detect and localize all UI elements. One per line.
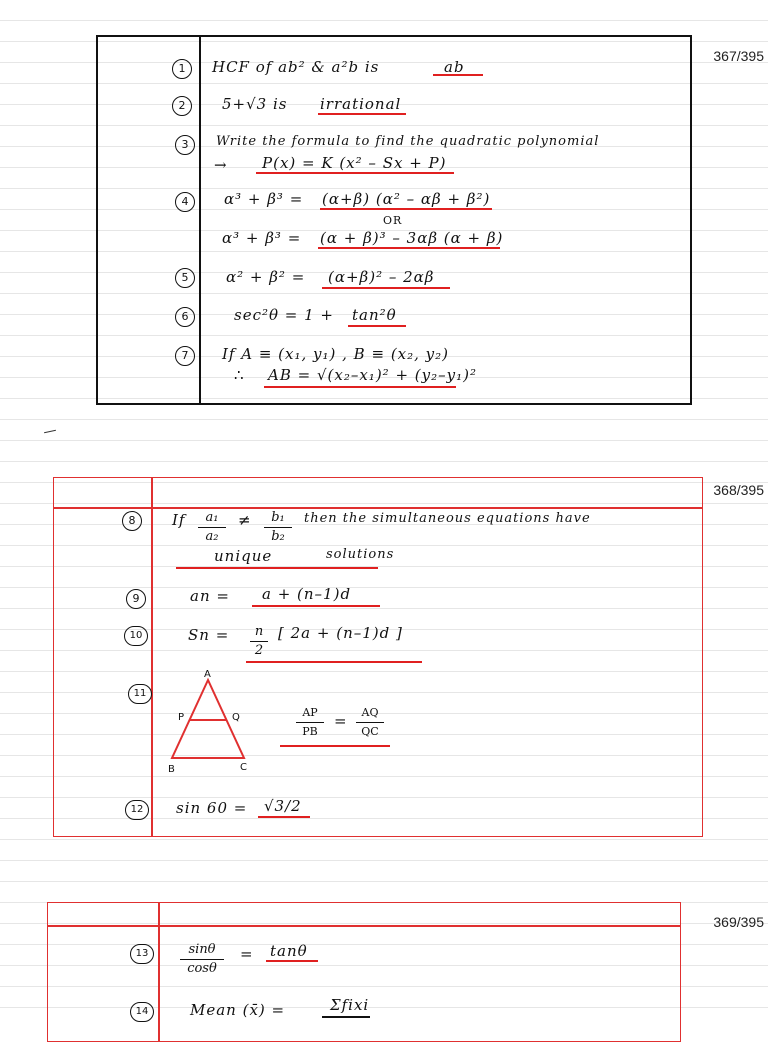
item-1-underline	[433, 74, 483, 76]
item-4-lhs-2: α³ + β³ =	[222, 229, 302, 247]
item-13-equals: =	[240, 945, 254, 963]
item-2-text: 5+√3 is	[222, 95, 288, 113]
item-6-underline	[348, 325, 406, 327]
item-number-11: 11	[128, 684, 152, 704]
item-13-frac-top: sinθ	[188, 942, 216, 957]
vertex-label-p: P	[178, 712, 185, 723]
item-8-neq: ≠	[238, 511, 252, 529]
item-12-lhs: sin 60 =	[176, 799, 248, 817]
item-number-7: 7	[175, 346, 195, 366]
item-7-line-2: AB = √(x₂–x₁)² + (y₂–y₁)²	[268, 366, 477, 384]
item-10-fraction	[250, 624, 268, 659]
item-11-fraction-1	[296, 705, 324, 740]
item-number-2: 2	[172, 96, 192, 116]
item-11-f2-bot: QC	[361, 725, 379, 738]
vertex-label-q: Q	[232, 712, 240, 723]
item-number-9: 9	[126, 589, 146, 609]
item-8-underline	[176, 567, 378, 569]
item-10-answer: [ 2a + (n–1)d ]	[278, 624, 403, 642]
item-11-equals: =	[334, 712, 348, 730]
page-number-368: 368/395	[713, 482, 764, 498]
item-10-underline	[246, 661, 422, 663]
item-13-underline	[266, 960, 318, 962]
item-8-fraction-b	[264, 510, 292, 545]
item-number-6: 6	[175, 307, 195, 327]
item-8-tail: solutions	[326, 547, 395, 562]
item-9-answer: a + (n–1)d	[262, 585, 352, 603]
item-4-underline-1	[320, 208, 492, 210]
item-8-b1: b₁	[271, 510, 285, 525]
page-number-367: 367/395	[713, 48, 764, 64]
item-10-lhs: Sn =	[188, 626, 230, 644]
margin-line-367	[199, 35, 201, 405]
item-7-line-1: If A ≡ (x₁, y₁) , B ≡ (x₂, y₂)	[222, 345, 450, 363]
item-3-text: Write the formula to find the quadratic polynomial	[216, 134, 600, 149]
item-number-5: 5	[175, 268, 195, 288]
item-11-fraction-2	[356, 705, 384, 740]
item-5-underline	[322, 287, 450, 289]
item-5-lhs: α² + β² =	[226, 268, 306, 286]
item-1-text: HCF of ab² & a²b is	[212, 58, 380, 76]
item-7-underline	[264, 386, 456, 388]
margin-line-369	[158, 902, 160, 1042]
item-1-answer: ab	[444, 58, 465, 76]
header-line-369	[47, 925, 681, 927]
item-4-answer-1: (α+β) (α² – αβ + β²)	[322, 190, 491, 208]
item-11-f1-top: AP	[302, 706, 318, 719]
item-8-a2: a₂	[205, 529, 219, 544]
item-2-answer: irrational	[320, 95, 402, 113]
item-11-underline	[280, 745, 390, 747]
item-13-answer: tanθ	[270, 942, 308, 960]
margin-line-368	[151, 477, 153, 837]
item-14-underline	[322, 1016, 370, 1018]
item-14-answer: Σfixi	[330, 996, 370, 1014]
item-9-lhs: an =	[190, 587, 230, 605]
item-8-fraction-a	[198, 510, 226, 545]
item-4-or: OR	[383, 214, 403, 227]
item-8-answer: unique	[214, 547, 273, 565]
item-8-rest: then the simultaneous equations have	[304, 511, 591, 526]
item-number-4: 4	[175, 192, 195, 212]
vertex-label-a: A	[204, 669, 211, 680]
item-10-frac-bot: 2	[254, 643, 264, 658]
item-4-lhs-1: α³ + β³ =	[224, 190, 304, 208]
item-13-frac-bot: cosθ	[187, 961, 217, 976]
page-number-369: 369/395	[713, 914, 764, 930]
item-8-if: If	[172, 511, 186, 529]
vertex-label-b: B	[168, 764, 175, 775]
item-6-answer: tan²θ	[352, 306, 397, 324]
item-11-f2-top: AQ	[361, 706, 379, 719]
item-number-10: 10	[124, 626, 148, 646]
item-number-1: 1	[172, 59, 192, 79]
item-10-frac-top: n	[254, 624, 264, 639]
item-3-underline	[256, 172, 454, 174]
item-11-f1-bot: PB	[302, 725, 318, 738]
item-number-8: 8	[122, 511, 142, 531]
item-8-b2: b₂	[271, 529, 285, 544]
item-13-fraction	[180, 942, 224, 977]
item-number-14: 14	[130, 1002, 154, 1022]
item-6-lhs: sec²θ = 1 +	[234, 306, 335, 324]
item-12-answer: √3/2	[264, 797, 302, 815]
item-8-a1: a₁	[205, 510, 219, 525]
item-7-therefore: ∴	[234, 366, 245, 384]
item-2-underline	[318, 113, 406, 115]
item-3-arrow: →	[214, 156, 228, 174]
item-number-3: 3	[175, 135, 195, 155]
item-number-12: 12	[125, 800, 149, 820]
item-12-underline	[258, 816, 310, 818]
vertex-label-c: C	[240, 762, 247, 773]
stray-mark	[44, 430, 56, 433]
item-4-underline-2	[318, 247, 500, 249]
item-3-answer: P(x) = K (x² – Sx + P)	[262, 154, 447, 172]
item-5-answer: (α+β)² – 2αβ	[328, 268, 435, 286]
item-14-lhs: Mean (x̄) =	[190, 1001, 286, 1019]
item-number-13: 13	[130, 944, 154, 964]
item-9-underline	[252, 605, 380, 607]
item-4-answer-2: (α + β)³ – 3αβ (α + β)	[320, 229, 504, 247]
